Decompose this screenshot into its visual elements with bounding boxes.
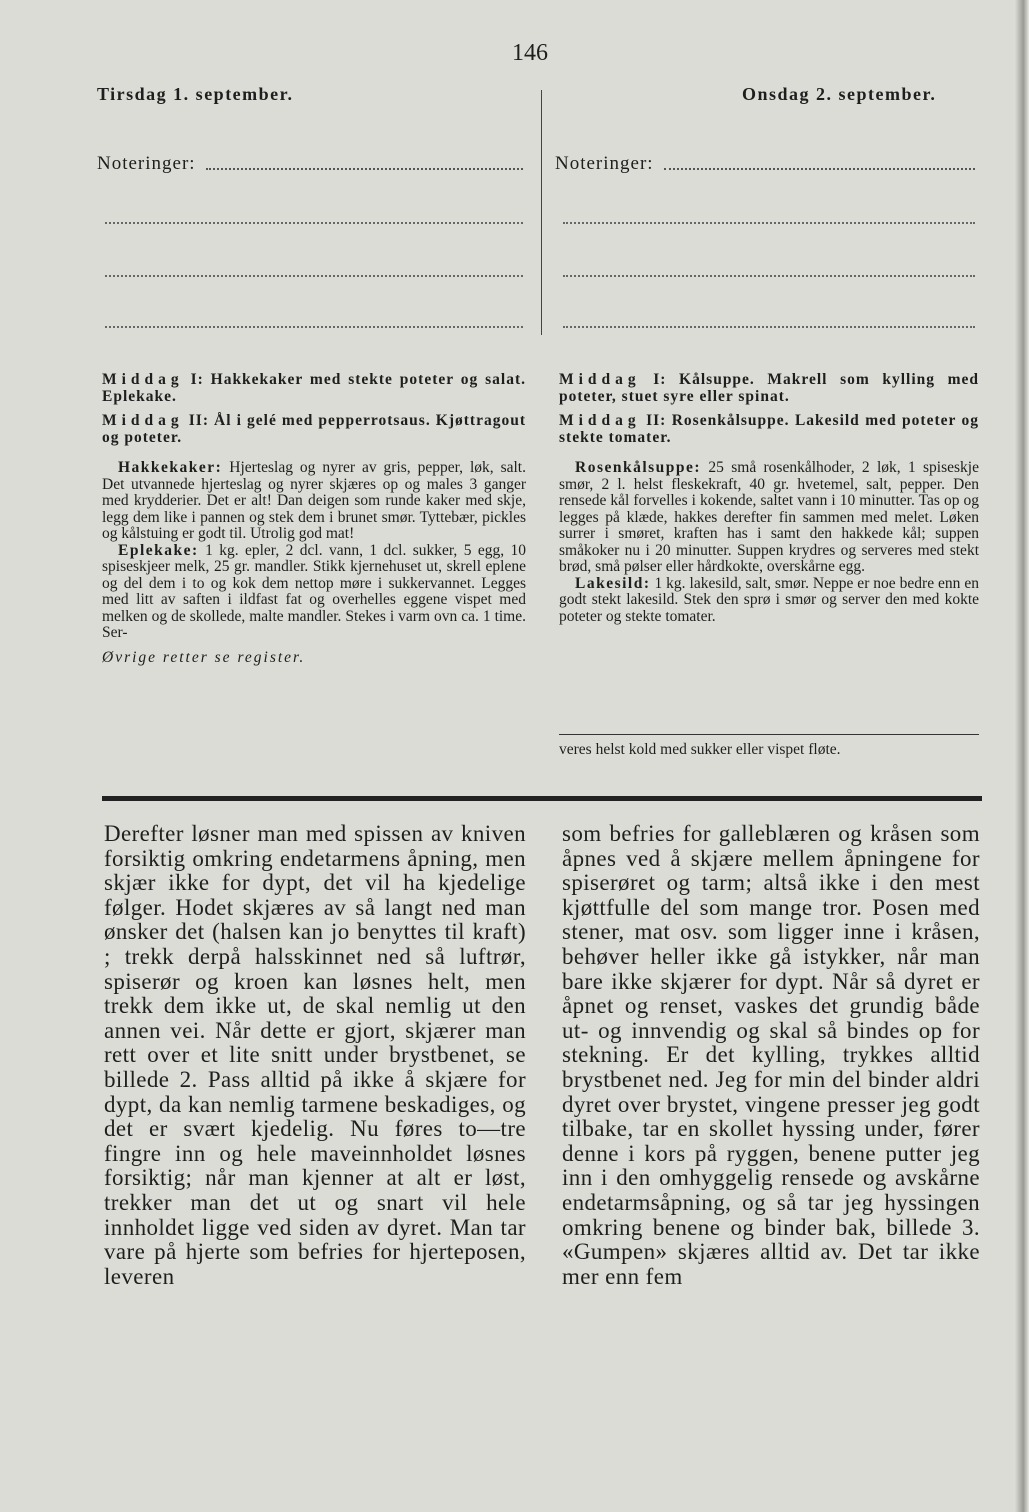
notes-label-left: Noteringer: [97,153,196,174]
day-heading-left: Tirsdag 1. september. [97,84,294,104]
dotted-rule [563,275,975,277]
continuation-text: veres helst kold med sukker eller vispet fløte. [559,741,841,758]
recipe-lakesild: Lakesild: 1 kg. lakesild, salt, smør. Neppe er noe bedre enn en godt stekt lakesild. Stek den sprø i smør og server den med kokte poteter og stekte tomater. [559,574,979,625]
notes-label-right: Noteringer: [555,153,654,174]
day-heading-right: Onsdag 2. september. [742,84,937,104]
dotted-rule [664,153,975,170]
menu-column-right [559,372,979,625]
dinner-2-right: Middag II: Rosenkålsuppe. Lakesild med poteter og stekte tomater. [559,412,979,446]
menu-column-left [102,372,526,666]
dinner-1-left: Middag I: Hakkekaker med stekte poteter og salat. Eplekake. [102,371,526,405]
recipe-rosenkalsuppe: Rosenkålsuppe: 25 små rosenkålhoder, 2 løk, 1 spiseskje smør, 2 l. helst fleskekraft, 40 gr. hvetemel, salt, pepper. Den rensede kål forvelles i kokende, saltet vann i 10 minutter. Tas op og legges på klæde, hakkes derefter fin sammen med melet. Løken surrer i smøret, kraften has i samt den hakkede kål; suppen småkoker nu i 20 minutter. Suppen krydres og serveres med stekt brød, små pølser eller hårdkokte, overskårne egg. [559,459,979,575]
page-number: 146 [512,40,548,66]
section-divider [102,796,982,801]
dotted-rule [563,222,975,224]
body-column-right: som befries for galleblæren og kråsen som åpnes ved å skjære mellem åpningene for spiserøret og tarm; altså ikke i den mest kjøttfulle del som mange tror. Posen med stener, mat osv. som ligger inne i kråsen, behøver heller ikke gå istykker, når man bare ikke skjærer for dypt. Når så dyret er åpnet og renset, vaskes det grundig både ut- og innvendig og skal så bindes op for stekning. Er det kylling, trykkes alltid brystbenet ned. Jeg for min del binder aldri dyret over brystet, vingene presser jeg godt tilbake, tar en skollet hyssing under, fører denne i kors på ryggen, benene putter jeg inn i den omhyggelig rensede og avskårne endetarmsåpning, og så tar jeg hyssingen omkring benene og binder bak, billede 3. «Gumpen» skjæres alltid av. Det tar ikke mer enn fem [562,821,980,1289]
recipe-hakkekaker: Hakkekaker: Hjerteslag og nyrer av gris, pepper, løk, salt. Det utvannede hjerteslag og nyrer skjæres op og males 3 ganger med krydderier. Det er alt! Dan deigen som runde kaker med skje, legg dem like i pannen og stek dem i brunet smør. Tyttebær, pickles og kålstuing er godt til. Utrolig god mat! [102,459,526,542]
other-dishes-note: Øvrige retter se register. [102,648,306,666]
dinner-1-right: Middag I: Kålsuppe. Makrell som kylling med poteter, stuet syre eller spinat. [559,371,979,405]
notes-line-right [555,153,975,175]
dotted-rule [105,326,523,328]
column-divider [541,90,542,335]
page-edge [1015,0,1029,1512]
dinner-2-left: Middag II: Ål i gelé med pepperrotsaus. Kjøttragout og poteter. [102,412,526,446]
dotted-rule [563,326,975,328]
dotted-rule [105,275,523,277]
recipe-eplekake: Eplekake: 1 kg. epler, 2 dcl. vann, 1 dcl. sukker, 5 egg, 10 spiseskjeer melk, 25 gr. mandler. Stikk kjernehuset ut, skrell eplene og del dem i to og kok dem nettop møre i sukkervannet. Legges med litt av saften i ildfast fat og overhelles eggene vispet med melken og de skollede, malte mandler. Stekes i varm ovn ca. 1 time. Ser- [102,541,526,641]
dotted-rule [105,222,523,224]
dotted-rule [206,153,523,170]
notes-line-left [97,153,523,175]
body-column-left: Derefter løsner man med spissen av kniven forsiktig omkring endetarmens åpning, men skjær ikke for dypt, det vil ha kjedelige følger. Hodet skjæres av så langt ned man ønsker det (halsen kan jo benyttes til kraft) ; trekk derpå halsskinnet ned så luftrør, spiserør og kroen kan løsnes helt, men trekk dem ikke ut, de skal nemlig ut den annen vei. Når dette er gjort, skjærer man rett over et lite snitt under brystbenet, se billede 2. Pass alltid på ikke å skjære for dypt, da kan nemlig tarmene beskadiges, og det er svært kjedelig. Nu føres to—tre fingre inn og hele maveinnholdet løsnes forsiktig; når man kjenner at alt er løst, trekker man det ut og snart vil hele innholdet ligge ved siden av dyret. Man tar vare på hjerte som befries for hjerteposen, leveren [104,821,526,1289]
section-rule [559,734,979,735]
